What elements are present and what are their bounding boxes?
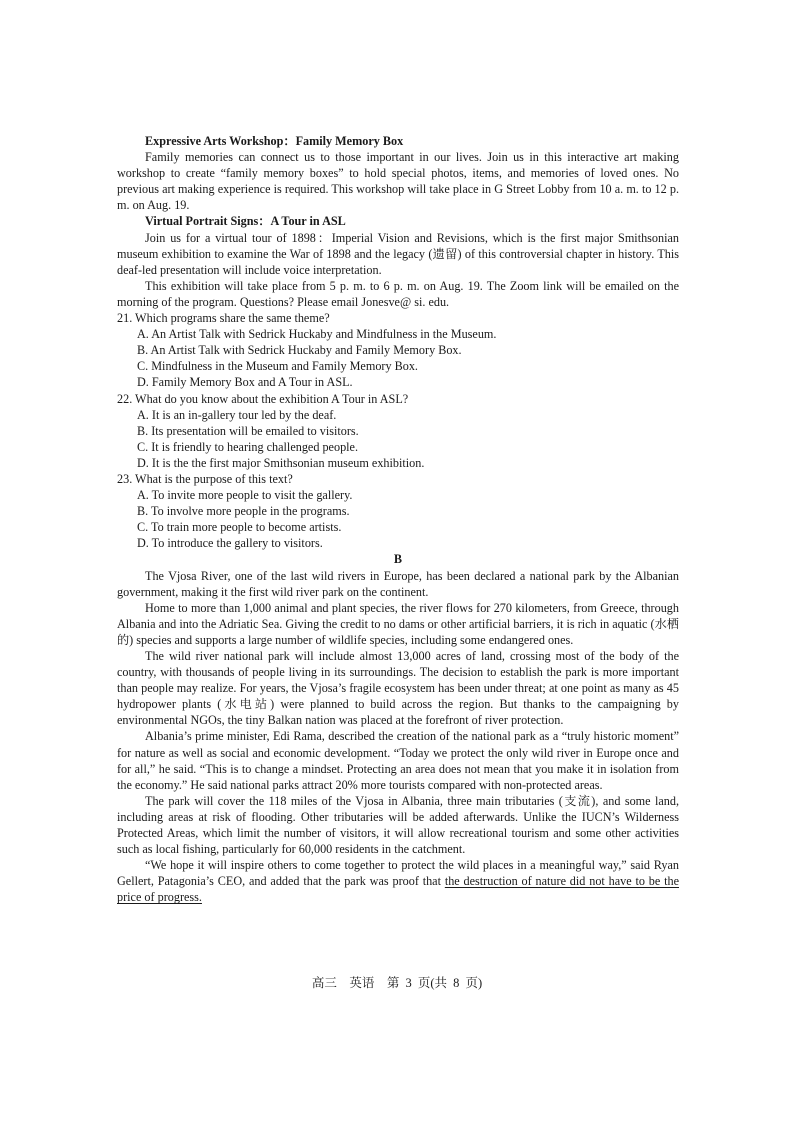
passage-paragraph: Home to more than 1,000 animal and plant species, the river flows for 270 kilometers, from Greece, through Albania and into the Adriatic Sea. Giving the credit to no dams or other artificial barriers, it is rich in aquatic (水栖的) species and supports a large number of wildlife species, including some endangered ones. [117, 600, 679, 647]
passage-paragraph: The park will cover the 118 miles of the Vjosa in Albania, three main tributaries (支流), and some land, including areas at risk of flooding. Other tributaries will be added afterwards. Unlike the IUCN’s Wilderness Protected Areas, which limit the number of visitors, it will allow recreational tourism and some other activities such as local fishing, particularly for 60,000 residents in the catchment. [117, 793, 679, 857]
question-23 [117, 471, 679, 551]
question-21 [117, 310, 679, 390]
option-c: C. Mindfulness in the Museum and Family Memory Box. [137, 359, 418, 374]
section-label-b: B [393, 552, 403, 567]
option-a: A. It is an in-gallery tour led by the deaf. [137, 407, 337, 422]
option-d: D. It is the the first major Smithsonian museum exhibition. [137, 455, 425, 470]
passage-last-paragraph [117, 857, 679, 905]
option-a: A. An Artist Talk with Sedrick Huckaby and Mindfulness in the Museum. [137, 327, 497, 342]
question-22 [117, 391, 679, 471]
question-stem: 22. What do you know about the exhibition A Tour in ASL? [117, 391, 409, 406]
portrait-title: Virtual Portrait Signs：A Tour in ASL [145, 214, 346, 229]
question-stem: 21. Which programs share the same theme? [117, 311, 330, 326]
underlined-phrase: the destruction of nature did not have to be the price of progress. [117, 874, 680, 905]
portrait-body-2: This exhibition will take place from 5 p. m. to 6 p. m. on Aug. 19. The Zoom link will be emailed on the morning of the program. Questions? Please email Jonesve@ si. edu. [117, 278, 679, 309]
option-b: B. An Artist Talk with Sedrick Huckaby and Family Memory Box. [137, 343, 462, 358]
option-d: D. To introduce the gallery to visitors. [137, 536, 323, 551]
last-paragraph-text: “We hope it will inspire others to come together to protect the wild places in a meaningful way,” said Ryan Gellert, Patagonia’s CEO, and added that the park was proof that [117, 858, 679, 889]
option-b: B. Its presentation will be emailed to visitors. [137, 423, 359, 438]
passage-paragraph: The Vjosa River, one of the last wild rivers in Europe, has been declared a national park by the Albanian government, making it the first wild river park on the continent. [117, 568, 679, 599]
question-stem: 23. What is the purpose of this text? [117, 471, 293, 486]
passage-paragraph: Albania’s prime minister, Edi Rama, described the creation of the national park as a “truly historic moment” for nature as well as social and economic development. “Today we protect the only wild river in Europe once and for all,” he said. “This is to change a mindset. Protecting an area does not mean that you make it in isolation from the economy.” He said national parks attract 20% more tourists compared with non-protected areas. [117, 729, 679, 792]
option-c: C. To train more people to become artists. [137, 520, 342, 535]
portrait-body-1: Join us for a virtual tour of 1898：Imperial Vision and Revisions, which is the first major Smithsonian museum exhibition to examine the War of 1898 and the legacy (遗留) of this controversial chapter in history. This deaf-led presentation will include voice interpretation. [117, 230, 679, 277]
exam-page [117, 131, 679, 906]
workshop-body: Family memories can connect us to those important in our lives. Join us in this interactive art making workshop to create “family memory boxes” to hold special photos, items, and memories of loved ones. No previous art making experience is required. This workshop will take place in G Street Lobby from 10 a. m. to 12 p. m. on Aug. 19. [117, 150, 679, 213]
option-d: D. Family Memory Box and A Tour in ASL. [137, 375, 353, 390]
workshop-title: Expressive Arts Workshop：Family Memory Box [145, 134, 404, 148]
page-footer: 高三 英语 第 3 页(共 8 页) [311, 976, 483, 990]
option-c: C. It is friendly to hearing challenged people. [137, 439, 358, 454]
option-b: B. To involve more people in the programs. [137, 504, 350, 519]
option-a: A. To invite more people to visit the gallery. [137, 488, 353, 503]
passage-paragraph: The wild river national park will include almost 13,000 acres of land, crossing most of the body of the country, with thousands of people living in its surroundings. The decision to establish the park is more important than people may realize. For years, the Vjosa’s fragile ecosystem has been under threat; at one point as many as 45 hydropower plants (水电站) were planned to build across the region. But thanks to the campaigning by environmental NGOs, the tiny Balkan nation was placed at the forefront of river protection. [117, 649, 679, 728]
